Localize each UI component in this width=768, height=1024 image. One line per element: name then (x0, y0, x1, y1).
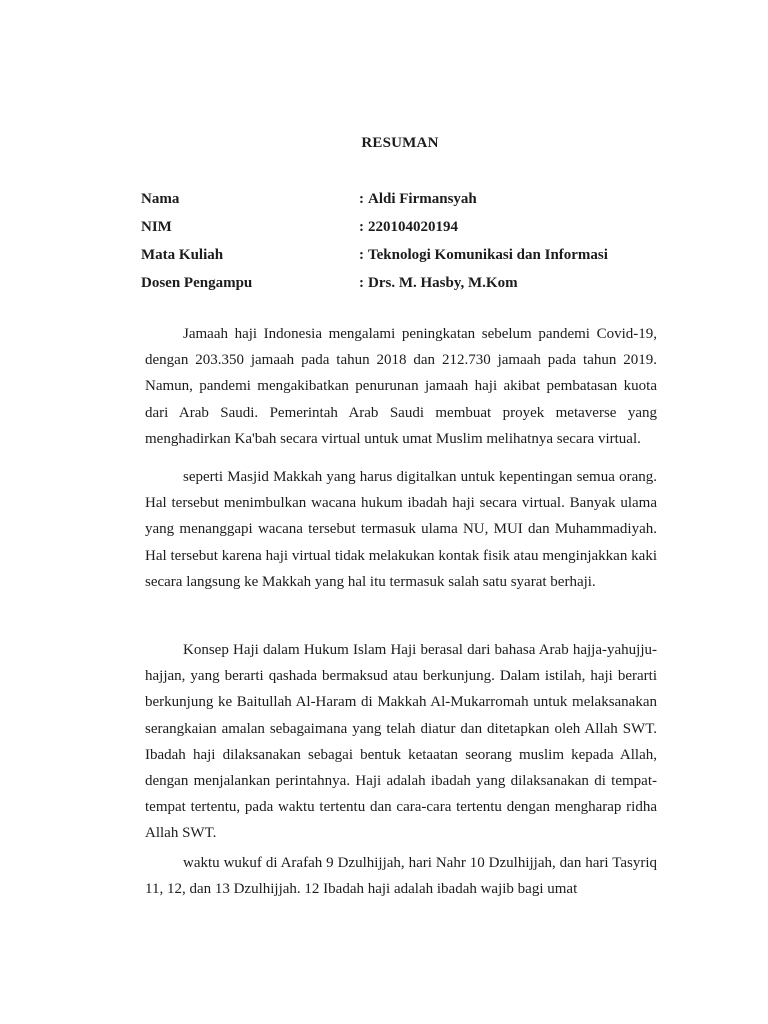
identity-label: NIM (141, 219, 172, 235)
identity-separator: : (359, 247, 364, 263)
body-paragraph: Konsep Haji dalam Hukum Islam Haji berasal dari bahasa Arab hajja-yahujju-hajjan, yang berarti qashada bermaksud atau berkunjung. Dalam istilah, haji berarti berkunjung ke Baitullah Al-Haram di Makkah Al-Mukarromah untuk melaksanakan serangkaian amalan sebagaimana yang telah diatur dan ditetapkan oleh Allah SWT. Ibadah haji dilaksanakan sebagai bentuk ketaatan seorang muslim kepada Allah, dengan menjalankan perintahnya. Haji adalah ibadah yang dilaksanakan di tempat-tempat tertentu, pada waktu tertentu dan cara-cara tertentu dengan mengharap ridha Allah SWT. (145, 642, 657, 842)
identity-row-dosen-pengampu (141, 275, 681, 303)
identity-row-nim (141, 219, 681, 247)
identity-value: 220104020194 (368, 219, 458, 235)
identity-value-container (359, 275, 518, 292)
body-paragraph-block (145, 850, 657, 902)
identity-value: Aldi Firmansyah (368, 191, 477, 207)
identity-block (141, 191, 681, 303)
identity-separator: : (359, 191, 364, 207)
identity-separator: : (359, 219, 364, 235)
identity-separator: : (359, 275, 364, 291)
identity-value: Teknologi Komunikasi dan Informasi (368, 247, 608, 263)
identity-row-nama (141, 191, 681, 219)
identity-label: Nama (141, 191, 180, 207)
identity-label: Dosen Pengampu (141, 275, 253, 291)
body-paragraph-block (145, 464, 657, 595)
identity-value-container (359, 247, 608, 264)
body-paragraph-block (145, 321, 657, 452)
identity-row-mata-kuliah (141, 247, 681, 275)
identity-value-container (359, 219, 458, 236)
body-paragraph: seperti Masjid Makkah yang harus digitalkan untuk kepentingan semua orang. Hal tersebut menimbulkan wacana hukum ibadah haji secara virtual. Banyak ulama yang menanggapi wacana tersebut termasuk ulama NU, MUI dan Muhammadiyah. Hal tersebut karena haji virtual tidak melakukan kontak fisik atau menginjakkan kaki secara langsung ke Makkah yang hal itu termasuk salah satu syarat berhaji. (145, 469, 657, 590)
body-paragraph: waktu wukuf di Arafah 9 Dzulhijjah, hari Nahr 10 Dzulhijjah, dan hari Tasyriq 11, 12, dan 13 Dzulhijjah. 12 Ibadah haji adalah ibadah wajib bagi umat (145, 855, 657, 898)
identity-value-container (359, 191, 477, 208)
body-paragraph-block (145, 637, 657, 847)
body-paragraph: Jamaah haji Indonesia mengalami peningkatan sebelum pandemi Covid-19, dengan 203.350 jamaah pada tahun 2018 dan 212.730 jamaah pada tahun 2019. Namun, pandemi mengakibatkan penurunan jamaah haji akibat pembatasan kuota dari Arab Saudi. Pemerintah Arab Saudi membuat proyek metaverse yang menghadirkan Ka'bah secara virtual untuk umat Muslim melihatnya secara virtual. (145, 326, 657, 447)
document-title: RESUMAN (361, 135, 439, 151)
identity-label: Mata Kuliah (141, 247, 224, 263)
identity-value: Drs. M. Hasby, M.Kom (368, 275, 518, 291)
